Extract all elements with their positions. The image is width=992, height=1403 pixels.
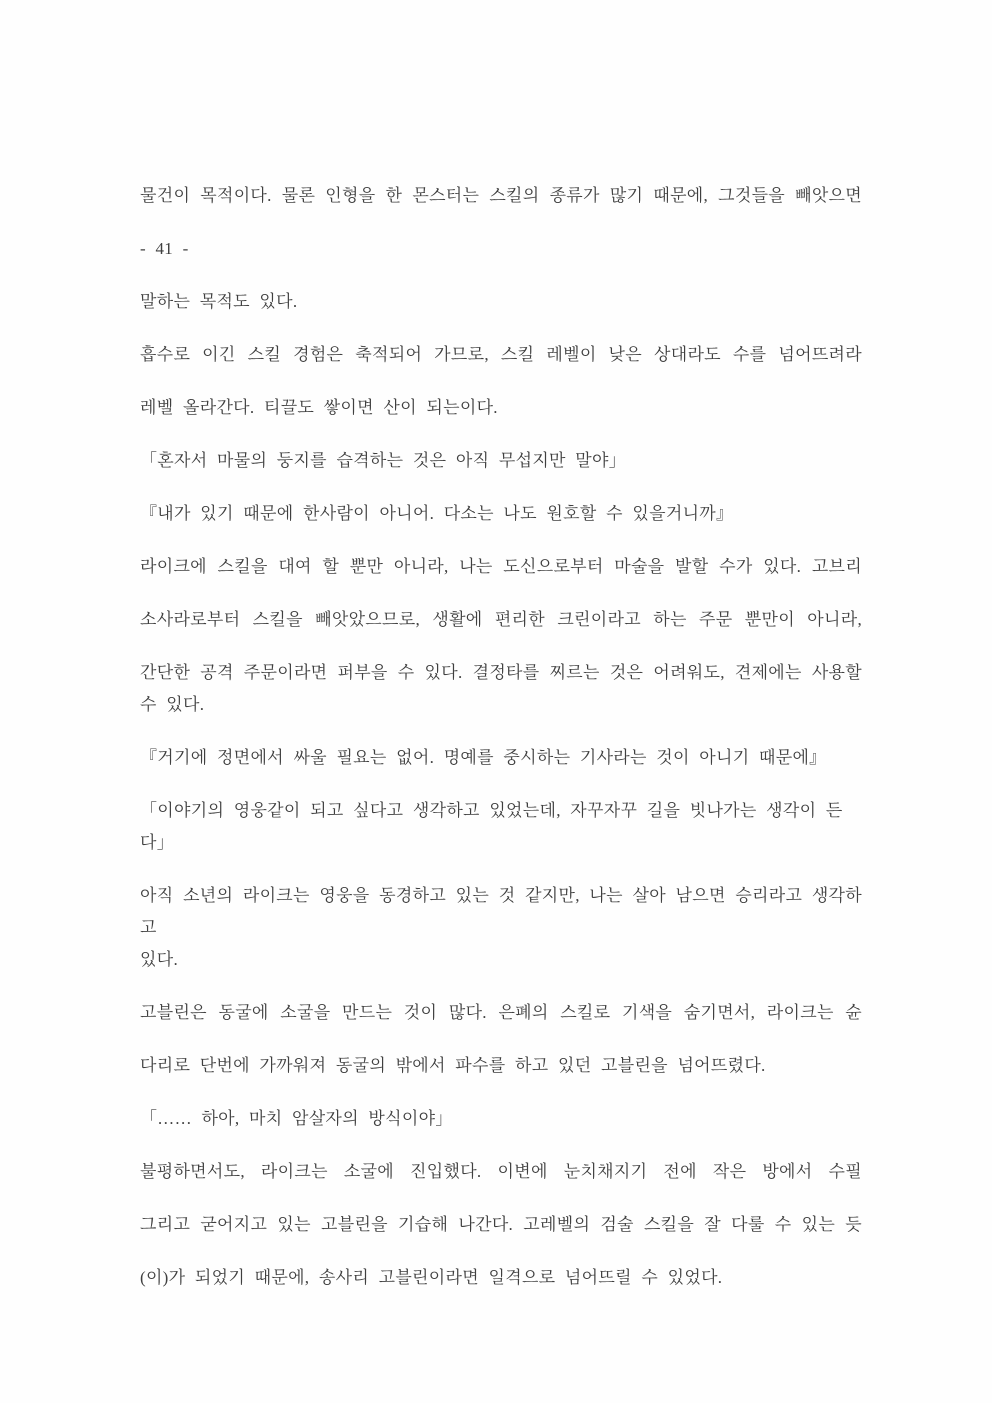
text-line: 흡수로 이긴 스킬 경험은 축적되어 가므로, 스킬 레벨이 낮은 상대라도 수를 넘어뜨려라 [140,345,862,364]
paragraph [140,604,862,636]
paragraph [140,551,862,583]
paragraph [140,498,862,530]
paragraph [140,1156,862,1188]
text-line: 그리고 굳어지고 있는 고블린을 기습해 나간다. 고레벨의 검술 스킬을 잘 다룰 수 있는 듯 [140,1215,862,1234]
paragraph [140,233,862,265]
text-line: 수 있다. [140,695,205,714]
dialogue-line: 「이야기의 영웅같이 되고 싶다고 생각하고 있었는데, 자꾸자꾸 길을 빗나가는 생각이 든다」 [140,801,843,852]
paragraph [140,180,862,212]
text-line: 간단한 공격 주문이라면 퍼부을 수 있다. 결정타를 찌르는 것은 어려워도, 견제에는 사용할 [140,663,862,682]
text-line: 아직 소년의 라이크는 영웅을 동경하고 있는 것 같지만, 나는 살아 남으면 승리라고 생각하고 [140,886,862,937]
dialogue-line: 『거기에 정면에서 싸울 필요는 없어. 명예를 중시하는 기사라는 것이 아니기 때문에』 [140,748,827,767]
paragraph [140,1103,862,1135]
dialogue-line: 『내가 있기 때문에 한사람이 아니어. 다소는 나도 원호할 수 있을거니까』 [140,504,734,523]
page-number: - 41 - [140,239,189,258]
paragraph [140,1050,862,1082]
text-line: 소사라로부터 스킬을 빼앗았으므로, 생활에 편리한 크린이라고 하는 주문 뿐만이 아니라, [140,610,862,629]
paragraph [140,657,862,721]
paragraph [140,742,862,774]
text-line: 다리로 단번에 가까워져 동굴의 밖에서 파수를 하고 있던 고블린을 넘어뜨렸다. [140,1056,766,1075]
text-line: 라이크에 스킬을 대여 할 뿐만 아니라, 나는 도신으로부터 마술을 발할 수가 있다. 고브리 [140,557,862,576]
paragraph [140,1262,862,1294]
paragraph [140,795,862,859]
paragraph [140,286,862,318]
text-line: (이)가 되었기 때문에, 송사리 고블린이라면 일격으로 넘어뜨릴 수 있었다. [140,1268,723,1287]
text-line: 불평하면서도, 라이크는 소굴에 진입했다. 이변에 눈치채지기 전에 작은 방에서 수필 [140,1162,862,1181]
dialogue-line: 「혼자서 마물의 둥지를 습격하는 것은 아직 무섭지만 말야」 [140,451,627,470]
paragraph [140,392,862,424]
text-line: 레벨 올라간다. 티끌도 쌓이면 산이 되는이다. [140,398,498,417]
dialogue-line: 「…… 하아, 마치 암살자의 방식이야」 [140,1109,453,1128]
text-line: 고블린은 동굴에 소굴을 만드는 것이 많다. 은폐의 스킬로 기색을 숨기면서, 라이크는 슌 [140,1003,862,1022]
paragraph [140,997,862,1029]
text-line: 있다. [140,950,178,969]
text-line: 말하는 목적도 있다. [140,292,298,311]
document-body-text [140,180,862,1315]
paragraph [140,339,862,371]
paragraph [140,1209,862,1241]
paragraph [140,445,862,477]
paragraph [140,880,862,976]
text-line: 물건이 목적이다. 물론 인형을 한 몬스터는 스킬의 종류가 많기 때문에, 그것들을 빼앗으면 [140,186,862,205]
